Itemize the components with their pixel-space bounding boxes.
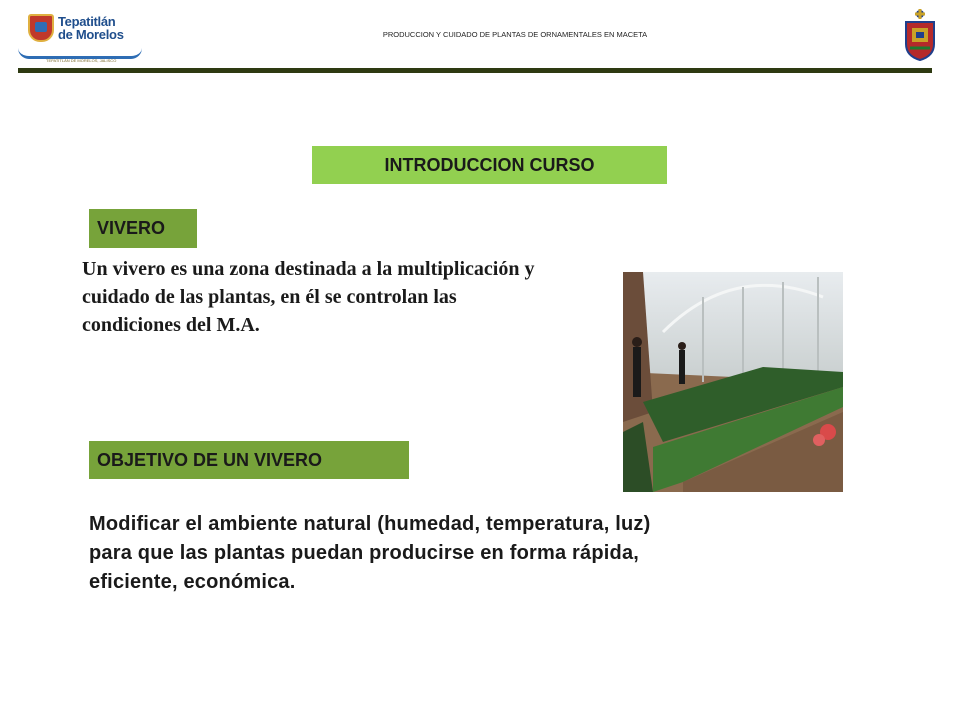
vivero-description: Un vivero es una zona destinada a la multiplicación y cuidado de las plantas, en él se controlan las condiciones del M.A. [82, 258, 535, 336]
header-title: PRODUCCION Y CUIDADO DE PLANTAS DE ORNAMENTALES EN MACETA [382, 30, 648, 39]
municipal-crest-icon [28, 14, 54, 42]
tepatitlan-logo [18, 10, 142, 68]
university-crest-icon [902, 8, 938, 62]
intro-label: INTRODUCCION CURSO [312, 146, 667, 184]
logo-tagline: TEPATITLÁN DE MORELOS, JALISCO [46, 58, 117, 63]
objetivo-label: OBJETIVO DE UN VIVERO [89, 441, 409, 479]
logo-name-line2: de Morelos [58, 27, 124, 42]
vivero-label: VIVERO [89, 209, 197, 248]
logo-name-line1: Tepatitlán [58, 14, 116, 29]
greenhouse-photo [623, 272, 843, 492]
header-divider [18, 68, 932, 73]
objetivo-description: Modificar el ambiente natural (humedad, temperatura, luz) para que las plantas puedan producirse en forma rápida, eficiente, económica. [89, 513, 651, 593]
